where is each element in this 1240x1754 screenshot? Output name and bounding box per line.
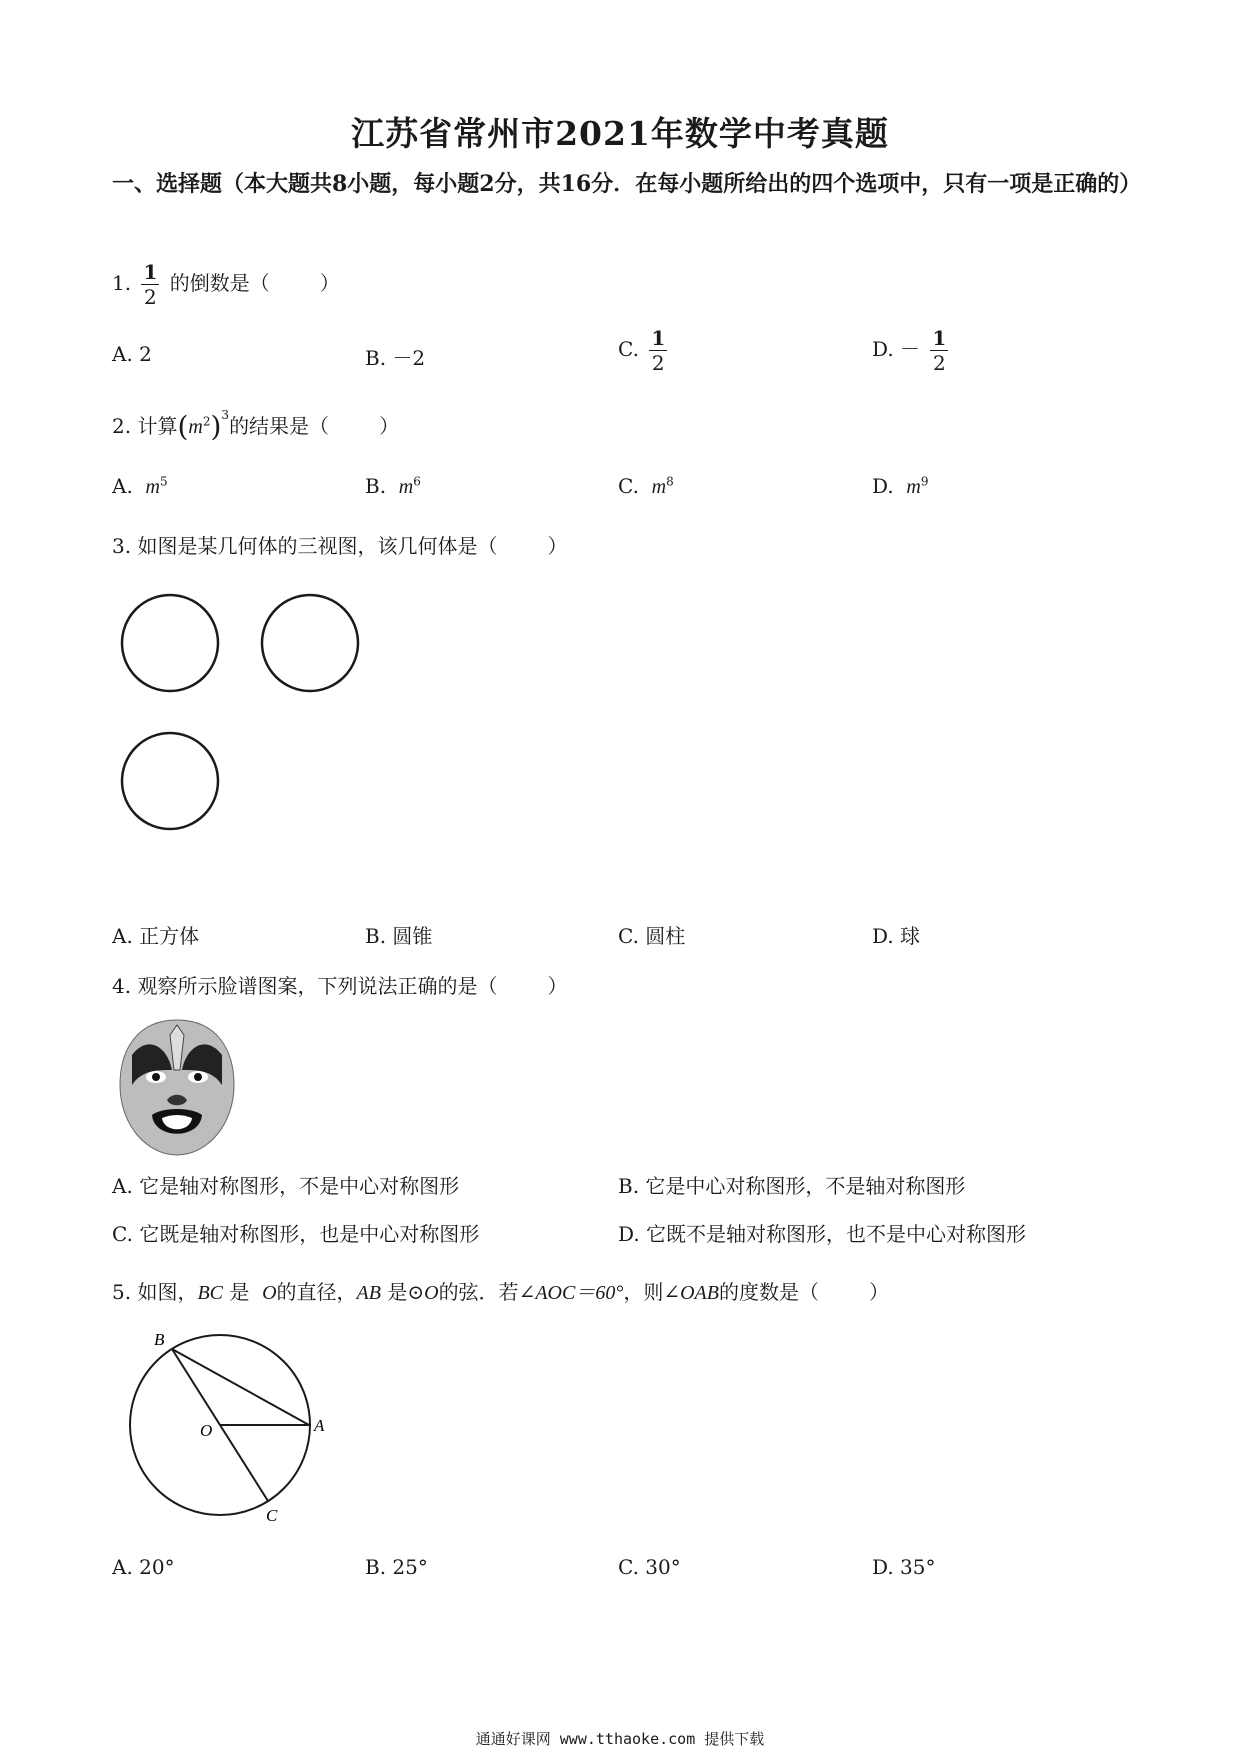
fraction-numerator: 1 — [651, 326, 666, 350]
math-variable: m — [398, 476, 414, 498]
close-paren: ） — [868, 1280, 889, 1304]
option-label: B. — [365, 474, 387, 498]
side-view-circle — [262, 595, 358, 691]
exponent: 8 — [666, 474, 674, 489]
math-variable: m — [188, 416, 203, 438]
math-variable: m — [145, 476, 160, 498]
circle-geometry-figure — [120, 1325, 350, 1525]
question-text: 的直径， — [276, 1280, 357, 1304]
three-views-figure — [110, 585, 370, 835]
front-view-circle — [122, 595, 218, 691]
top-view-circle — [122, 733, 218, 829]
chord-ab — [172, 1349, 309, 1425]
option-b — [365, 474, 421, 499]
label-c: C — [266, 1506, 278, 1525]
question-4 — [112, 970, 567, 999]
option-label: C. — [618, 337, 639, 361]
question-text: 是 — [229, 1280, 250, 1304]
fraction — [141, 262, 159, 307]
option-d: D. 球 — [872, 924, 921, 948]
fraction-denominator: 2 — [933, 351, 946, 375]
math-expression: ∠AOC＝60° — [518, 1282, 624, 1304]
option-c: C. 圆柱 — [618, 924, 686, 948]
exponent: 2 — [202, 414, 211, 429]
fraction-numerator: 1 — [143, 260, 158, 284]
opera-mask-image — [112, 1015, 242, 1160]
option-b: B. 25° — [365, 1555, 428, 1579]
option-label: A. — [112, 474, 133, 498]
question-text: 是⊙ — [387, 1280, 425, 1304]
option-a: A. 2 — [112, 342, 152, 366]
math-expression: BC — [197, 1282, 224, 1304]
option-c — [618, 474, 674, 499]
exponent: 3 — [221, 408, 230, 422]
question-text: 如图， — [137, 1280, 198, 1304]
option-a — [112, 474, 168, 499]
math-expression: AB — [356, 1282, 381, 1304]
option-d — [872, 328, 952, 373]
option-c: C. 30° — [618, 1555, 681, 1579]
option-label: D. — [872, 474, 894, 498]
option-d: D. 它既不是轴对称图形，也不是中心对称图形 — [618, 1222, 1027, 1246]
question-text: 的度数是（ — [718, 1280, 819, 1304]
fraction — [930, 328, 948, 373]
question-number: 2. — [112, 414, 132, 438]
question-5 — [112, 1276, 889, 1305]
question-text: 3. 如图是某几何体的三视图，该几何体是（ — [112, 534, 498, 558]
math-expression: O — [262, 1282, 277, 1304]
option-a: A. 它是轴对称图形，不是中心对称图形 — [112, 1174, 460, 1198]
question-text: 4. 观察所示脸谱图案，下列说法正确的是（ — [112, 974, 498, 998]
option-label: C. — [618, 474, 639, 498]
option-a: A. 20° — [112, 1555, 175, 1579]
section-heading: 一、选择题（本大题共8小题，每小题2分，共16分．在每小题所给出的四个选项中，只有一项是正确的） — [112, 171, 1142, 197]
option-label: D. － — [872, 337, 921, 361]
close-paren: ） — [379, 414, 400, 438]
close-paren: ） — [547, 974, 568, 998]
option-d: D. 35° — [872, 1555, 936, 1579]
question-1 — [112, 262, 340, 307]
option-b: B. 它是中心对称图形，不是轴对称图形 — [618, 1174, 966, 1198]
question-text: 计算 — [137, 414, 178, 438]
math-variable: m — [906, 476, 921, 498]
label-b: B — [154, 1330, 165, 1349]
option-d — [872, 474, 929, 499]
fraction-denominator: 2 — [144, 285, 157, 309]
question-text: ，则 — [623, 1280, 664, 1304]
option-a: A. 正方体 — [112, 924, 200, 948]
question-text: 的结果是（ — [229, 414, 330, 438]
question-2: 2. 计算$(m^2)^3$的结果是（ ） — [112, 408, 400, 443]
option-b: B. －2 — [365, 346, 426, 370]
question-number: 5. — [112, 1280, 132, 1304]
exponent: 9 — [920, 474, 929, 489]
question-text: 的弦．若 — [438, 1280, 519, 1304]
option-c: C. 它既是轴对称图形，也是中心对称图形 — [112, 1222, 480, 1246]
fraction — [649, 328, 667, 373]
footer-download-note: 通通好课网 www.tthaoke.com 提供下载 — [475, 1730, 765, 1748]
exponent: 6 — [413, 474, 421, 489]
page-title: 江苏省常州市2021年数学中考真题 — [351, 114, 889, 153]
math-variable: m — [651, 476, 667, 498]
math-expression: O — [424, 1282, 439, 1304]
option-c — [618, 328, 671, 373]
close-paren: ） — [547, 534, 568, 558]
question-number: 1. — [112, 271, 132, 295]
question-3 — [112, 530, 567, 559]
question-text: 的倒数是（ — [169, 271, 270, 295]
math-expression: ∠OAB — [663, 1282, 719, 1304]
option-b: B. 圆锥 — [365, 924, 433, 948]
exponent: 5 — [159, 474, 168, 489]
fraction-numerator: 1 — [932, 326, 947, 350]
fraction-denominator: 2 — [651, 351, 665, 375]
label-o: O — [200, 1421, 213, 1440]
close-paren: ） — [319, 271, 340, 295]
label-a: A — [314, 1416, 325, 1435]
